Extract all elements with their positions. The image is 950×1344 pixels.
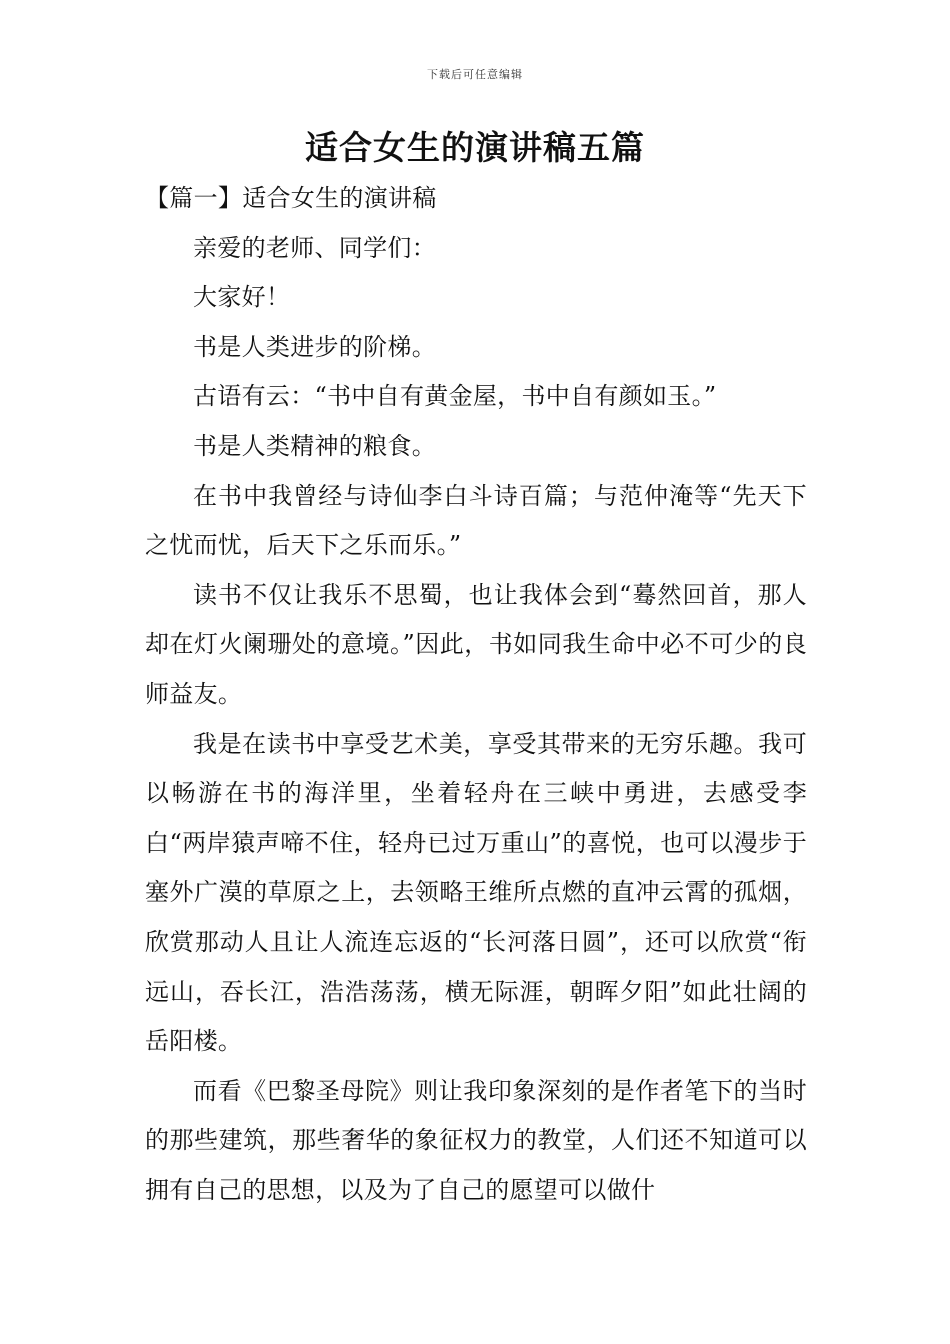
document-body bbox=[145, 174, 807, 1215]
paragraph-hello: 大家好！ bbox=[193, 283, 291, 312]
document-title: 适合女生的演讲稿五篇 bbox=[305, 128, 645, 167]
paragraph: 古语有云：“书中自有黄金屋，书中自有颜如玉。” bbox=[193, 382, 717, 411]
paragraph: 而看《巴黎圣母院》则让我印象深刻的是作者笔下的当时的那些建筑，那些奢华的象征权力的教堂，人们还不知道可以拥有自己的思想，以及为了自己的愿望可以做什 bbox=[145, 1076, 807, 1204]
paragraph: 书是人类精神的粮食。 bbox=[193, 431, 436, 460]
section-heading: 【篇一】适合女生的演讲稿 bbox=[145, 184, 437, 212]
paragraph: 读书不仅让我乐不思蜀，也让我体会到“蓦然回首，那人却在灯火阑珊处的意境。”因此，书如同我生命中必不可少的良师益友。 bbox=[145, 580, 807, 708]
paragraph: 在书中我曾经与诗仙李白斗诗百篇；与范仲淹等“先天下之忧而忧，后天下之乐而乐。” bbox=[145, 481, 807, 560]
paragraph: 书是人类进步的阶梯。 bbox=[193, 332, 436, 361]
paragraph-greeting: 亲爱的老师、同学们： bbox=[193, 233, 436, 262]
paragraph: 我是在读书中享受艺术美，享受其带来的无穷乐趣。我可以畅游在书的海洋里，坐着轻舟在三峡中勇进，去感受李白“两岸猿声啼不住，轻舟已过万重山”的喜悦，也可以漫步于塞外广漠的草原之上，去领略王维所点燃的直冲云霄的孤烟，欣赏那动人且让人流连忘返的“长河落日圆”，还可以欣赏“衔远山，吞长江，浩浩荡荡，横无际涯，朝晖夕阳”如此壮阔的岳阳楼。 bbox=[145, 729, 807, 1056]
header-note: 下载后可任意编辑 bbox=[427, 68, 523, 81]
